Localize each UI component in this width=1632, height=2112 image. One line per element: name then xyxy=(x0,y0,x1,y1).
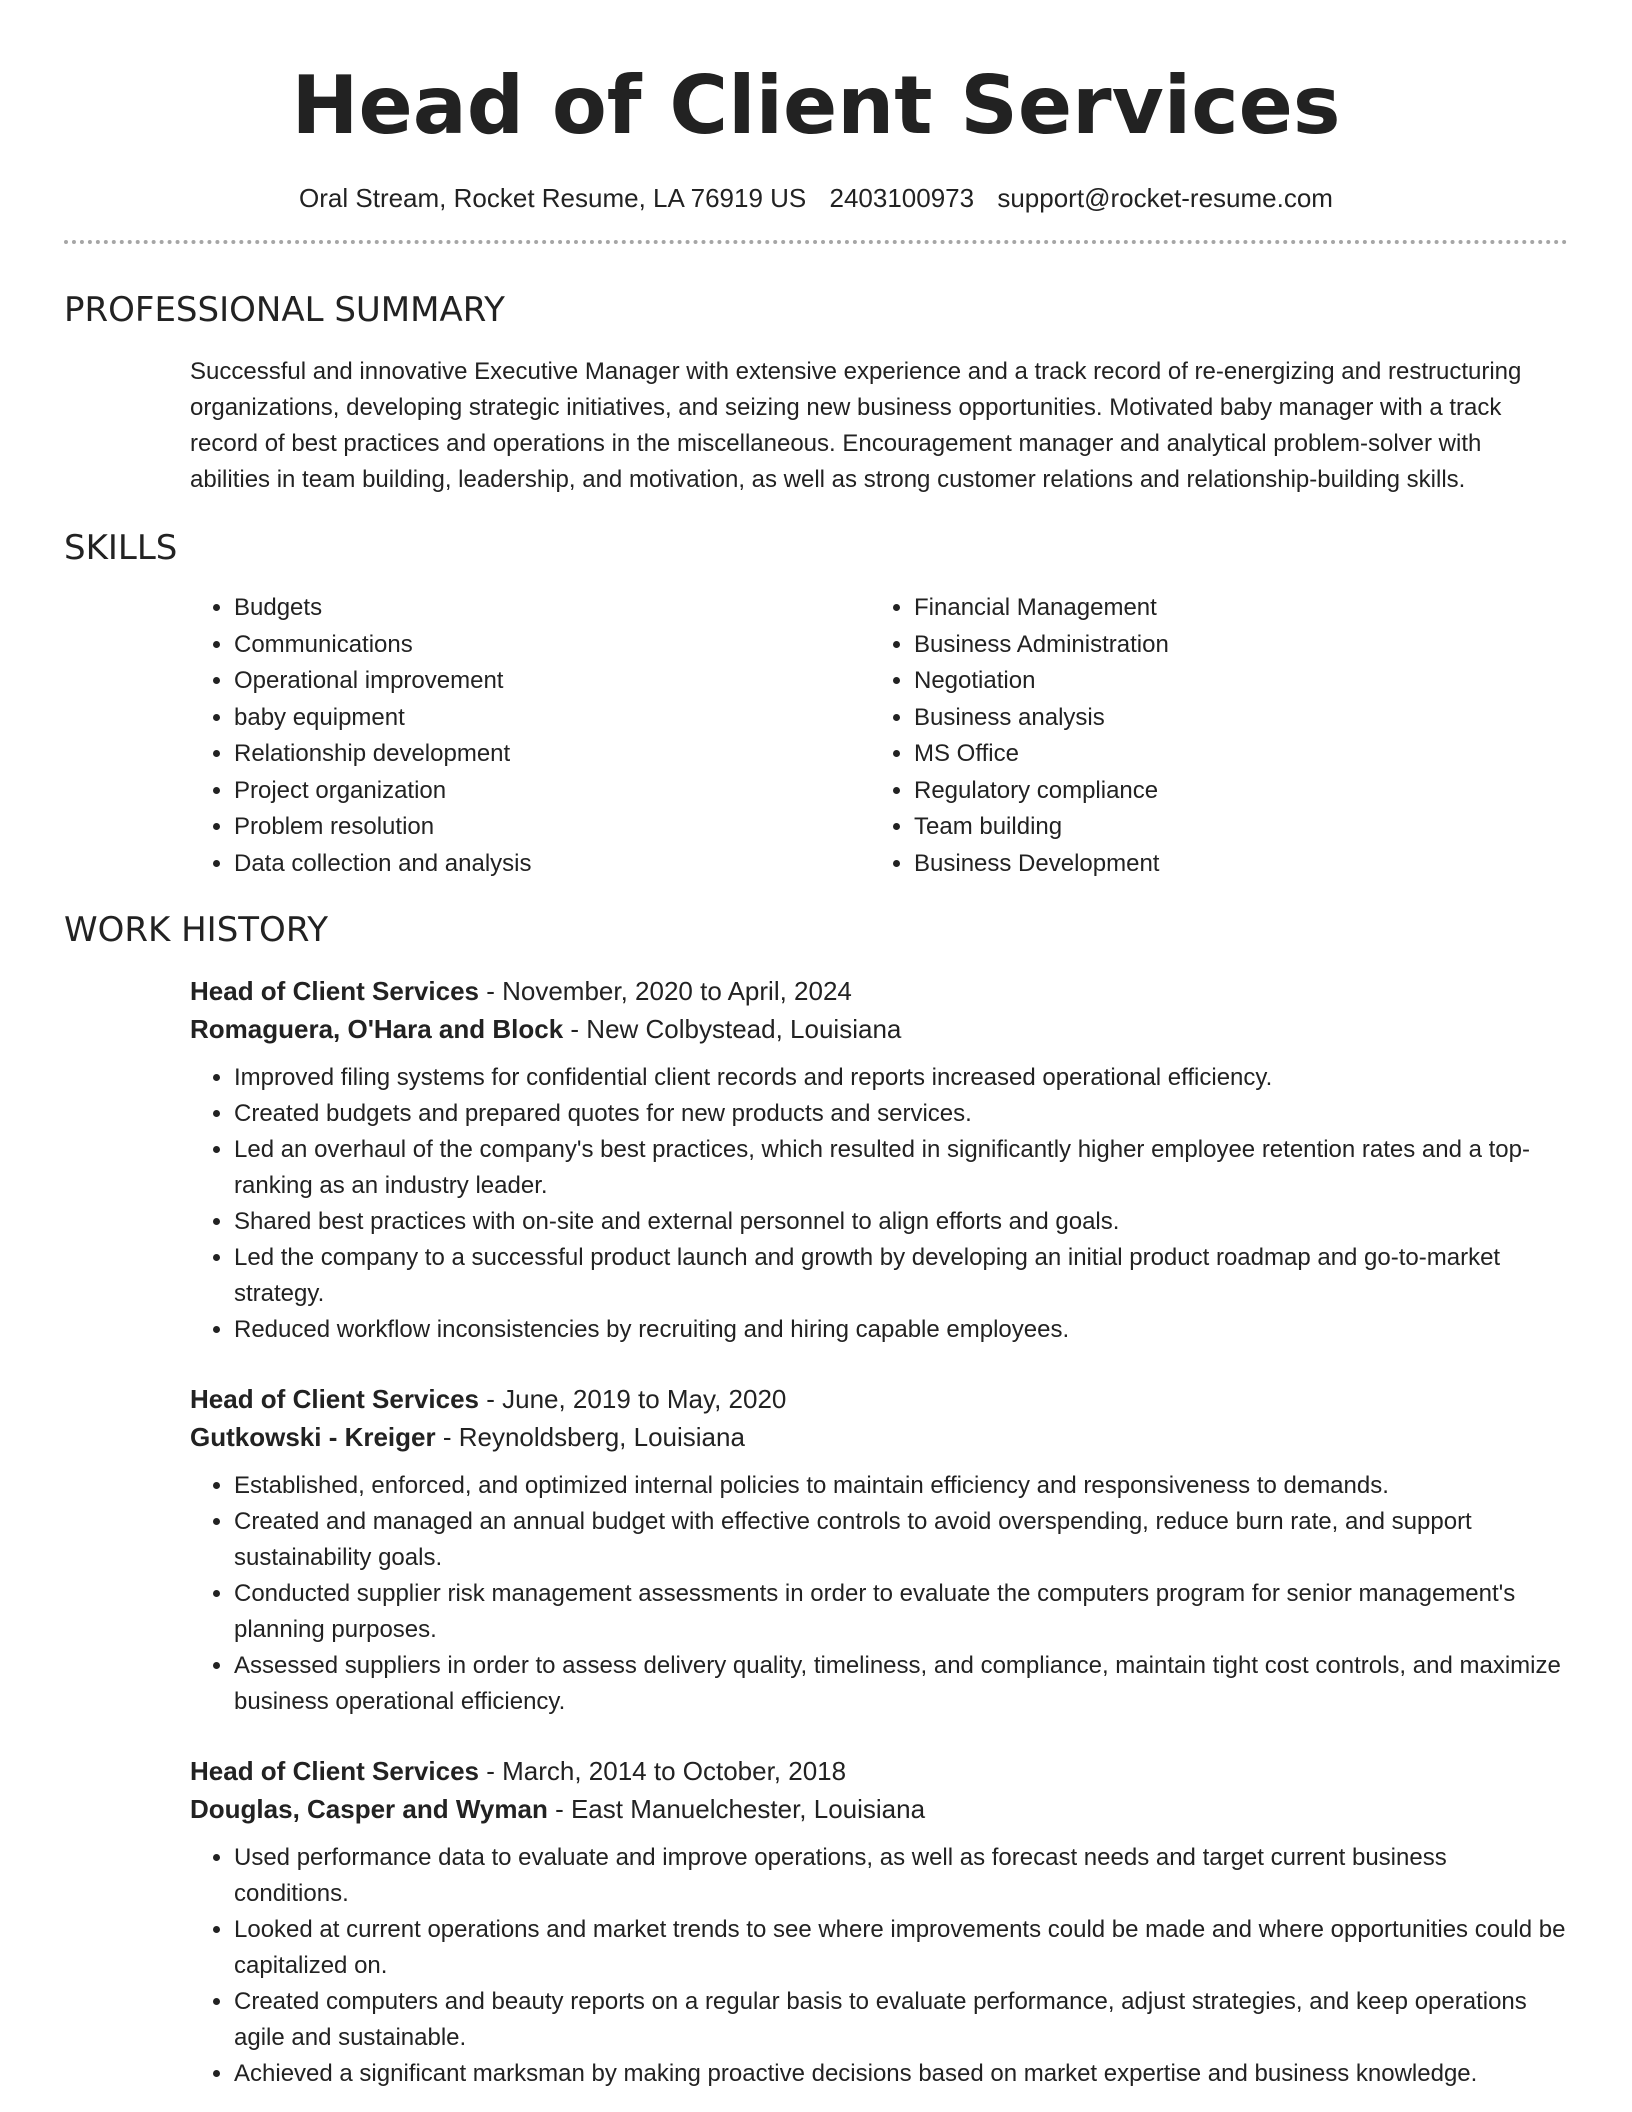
job-company: Romaguera, O'Hara and Block xyxy=(190,1014,564,1044)
skill-item: • Relationship development xyxy=(234,736,870,773)
job-bullet: • Assessed suppliers in order to assess delivery quality, timeliness, and compliance, maintain tight cost controls, and maximize business operational efficiency. xyxy=(234,1648,1568,1720)
job-location: - New Colbystead, Louisiana xyxy=(563,1014,902,1044)
job-location: - Reynoldsberg, Louisiana xyxy=(435,1422,745,1452)
skill-item: • Data collection and analysis xyxy=(234,846,870,883)
candidate-name: Head of Client Services xyxy=(291,59,1341,152)
resume-page xyxy=(64,0,1568,2092)
job-bullet: • Created computers and beauty reports on a regular basis to evaluate performance, adjust strategies, and keep operations agile and sustainable. xyxy=(234,1984,1568,2056)
job-entry xyxy=(190,1380,1568,1720)
job-company-line xyxy=(190,1790,1568,1828)
job-bullets xyxy=(190,1060,1568,1348)
summary-heading: PROFESSIONAL SUMMARY xyxy=(64,290,505,330)
skill-item: • Regulatory compliance xyxy=(914,773,1550,810)
contact-info xyxy=(64,180,1568,216)
job-title-line xyxy=(190,1752,1568,1790)
header-divider xyxy=(64,240,1568,244)
skill-item: • baby equipment xyxy=(234,700,870,737)
job-company-line xyxy=(190,1418,1568,1456)
job-company: Gutkowski - Kreiger xyxy=(190,1422,436,1452)
job-bullets xyxy=(190,1468,1568,1720)
skills-column-left xyxy=(190,590,870,882)
job-entry xyxy=(190,972,1568,1348)
contact-phone: 2403100973 xyxy=(829,183,975,213)
job-title-line xyxy=(190,972,1568,1010)
skill-item: • Business Administration xyxy=(914,627,1550,664)
job-location: - East Manuelchester, Louisiana xyxy=(547,1794,926,1824)
job-dates: - March, 2014 to October, 2018 xyxy=(479,1756,847,1786)
skill-item: • Project organization xyxy=(234,773,870,810)
job-bullet: • Used performance data to evaluate and improve operations, as well as forecast needs and target current business conditions. xyxy=(234,1840,1568,1912)
skill-item: • Business Development xyxy=(914,846,1550,883)
skills-heading: SKILLS xyxy=(64,528,178,568)
contact-address: Oral Stream, Rocket Resume, LA 76919 US xyxy=(299,183,807,213)
skills-list xyxy=(190,590,1568,882)
skill-item: • Negotiation xyxy=(914,663,1550,700)
skill-item: • Problem resolution xyxy=(234,809,870,846)
job-company: Douglas, Casper and Wyman xyxy=(190,1794,548,1824)
job-role: Head of Client Services xyxy=(190,1384,479,1414)
job-bullet: • Led the company to a successful product launch and growth by developing an initial product roadmap and go-to-market strategy. xyxy=(234,1240,1568,1312)
job-bullet: • Shared best practices with on-site and external personnel to align efforts and goals. xyxy=(234,1204,1568,1240)
job-role: Head of Client Services xyxy=(190,1756,479,1786)
job-bullet: • Created and managed an annual budget with effective controls to avoid overspending, reduce burn rate, and support sustainability goals. xyxy=(234,1504,1568,1576)
summary-text: Successful and innovative Executive Manager with extensive experience and a track record of re-energizing and restructuring organizations, developing strategic initiatives, and seizing new business opportunities. Motivated baby manager with a track record of best practices and operations in the miscellaneous. Encouragement manager and analytical problem-solver with abilities in team building, leadership, and motivation, as well as strong customer relations and relationship-building skills. xyxy=(190,358,1522,493)
skills-column-right xyxy=(870,590,1550,882)
work-history-heading: WORK HISTORY xyxy=(64,910,329,950)
skill-item: • Financial Management xyxy=(914,590,1550,627)
job-entry xyxy=(190,1752,1568,2092)
skill-item: • MS Office xyxy=(914,736,1550,773)
job-role: Head of Client Services xyxy=(190,976,479,1006)
job-bullet: • Reduced workflow inconsistencies by recruiting and hiring capable employees. xyxy=(234,1312,1568,1348)
skill-item: • Communications xyxy=(234,627,870,664)
skill-item: • Operational improvement xyxy=(234,663,870,700)
skill-item: • Budgets xyxy=(234,590,870,627)
job-dates: - November, 2020 to April, 2024 xyxy=(479,976,852,1006)
job-company-line xyxy=(190,1010,1568,1048)
job-bullets xyxy=(190,1840,1568,2092)
job-bullet: • Achieved a significant marksman by making proactive decisions based on market expertise and business knowledge. xyxy=(234,2056,1568,2092)
job-bullet: • Conducted supplier risk management assessments in order to evaluate the computers program for senior management's planning purposes. xyxy=(234,1576,1568,1648)
job-bullet: • Led an overhaul of the company's best practices, which resulted in significantly higher employee retention rates and a top-ranking as an industry leader. xyxy=(234,1132,1568,1204)
skill-item: • Business analysis xyxy=(914,700,1550,737)
skill-item: • Team building xyxy=(914,809,1550,846)
job-bullet: • Created budgets and prepared quotes for new products and services. xyxy=(234,1096,1568,1132)
job-bullet: • Improved filing systems for confidential client records and reports increased operational efficiency. xyxy=(234,1060,1568,1096)
job-bullet: • Looked at current operations and market trends to see where improvements could be made and where opportunities could be capitalized on. xyxy=(234,1912,1568,1984)
job-title-line xyxy=(190,1380,1568,1418)
job-bullet: • Established, enforced, and optimized internal policies to maintain efficiency and responsiveness to demands. xyxy=(234,1468,1568,1504)
contact-email: support@rocket-resume.com xyxy=(997,183,1333,213)
job-dates: - June, 2019 to May, 2020 xyxy=(479,1384,787,1414)
